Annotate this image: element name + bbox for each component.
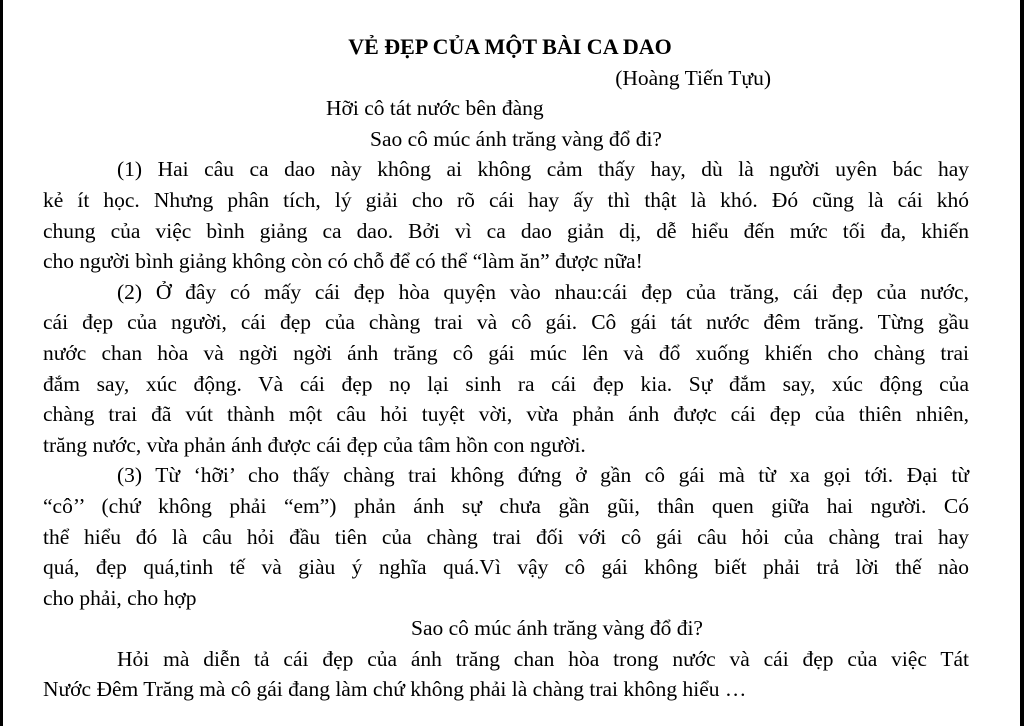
paragraph-line: kẻ ít học. Nhưng phân tích, lý giải cho rõ cái hay ấy thì thật là khó. Đó cũng là cái khó [43, 187, 969, 212]
paragraph-line: thể hiểu đó là câu hỏi đầu tiên của chàng trai đối với cô gái câu hỏi của chàng trai hay [43, 524, 969, 549]
paragraph-1 [43, 154, 969, 276]
paragraph-line: chàng trai đã vút thành một câu hỏi tuyệt vời, vừa phản ánh được cái đẹp của thiên nhiên, [43, 402, 969, 427]
paragraph-line: cái đẹp của người, cái đẹp của chàng trai và cô gái. Cô gái tát nước đêm trăng. Từng gầu [43, 310, 969, 335]
paragraph-line: trăng nước, vừa phản ánh được cái đẹp của tâm hồn con người. [43, 432, 586, 457]
paragraph-line: cho người bình giảng không còn có chỗ để có thể “làm ăn” được nữa! [43, 249, 643, 274]
poem-line-2: Sao cô múc ánh trăng vàng đổ đi? [370, 126, 662, 151]
paragraph-line: Hỏi mà diễn tả cái đẹp của ánh trăng chan hòa trong nước và cái đẹp của việc Tát [117, 646, 969, 671]
paragraph-2 [43, 277, 969, 461]
document-page [43, 32, 969, 705]
paragraph-line: (3) Từ ‘hỡi’ cho thấy chàng trai không đứng ở gần cô gái mà từ xa gọi tới. Đại từ [117, 463, 969, 488]
poem-line-1: Hỡi cô tát nước bên đàng [326, 96, 544, 121]
paragraph-line: chung của việc bình giảng ca dao. Bởi vì ca dao giản dị, dễ hiểu đến mức tối đa, khiến [43, 218, 969, 243]
poem-block [43, 93, 969, 154]
paragraph-4 [43, 644, 969, 705]
quoted-verse: Sao cô múc ánh trăng vàng đổ đi? [411, 616, 703, 641]
right-border [1020, 0, 1024, 726]
paragraph-line: Nước Đêm Trăng mà cô gái đang làm chứ không phải là chàng trai không hiểu … [43, 677, 747, 702]
document-title: VẺ ĐẸP CỦA MỘT BÀI CA DAO [348, 34, 672, 59]
document-author: (Hoàng Tiến Tựu) [615, 65, 771, 90]
paragraph-line: (1) Hai câu ca dao này không ai không cảm thấy hay, dù là người uyên bác hay [117, 157, 969, 182]
left-border [0, 0, 3, 726]
paragraph-line: nước chan hòa và ngời ngời ánh trăng cô gái múc lên và đổ xuống khiến cho chàng trai [43, 340, 969, 365]
paragraph-line: “cô’’ (chứ không phải “em”) phản ánh sự chưa gần gũi, thân quen giữa hai người. Có [43, 493, 969, 518]
paragraph-3 [43, 460, 969, 613]
paragraph-line: đắm say, xúc động. Và cái đẹp nọ lại sinh ra cái đẹp kia. Sự đắm say, xúc động của [43, 371, 969, 396]
paragraph-line: (2) Ở đây có mấy cái đẹp hòa quyện vào nhau:cái đẹp của trăng, cái đẹp của nước, [117, 279, 969, 304]
paragraph-line: quá, đẹp quá,tinh tế và giàu ý nghĩa quá.Vì vậy cô gái không biết phải trả lời thế nào [43, 555, 969, 580]
paragraph-line: cho phải, cho hợp [43, 585, 197, 610]
